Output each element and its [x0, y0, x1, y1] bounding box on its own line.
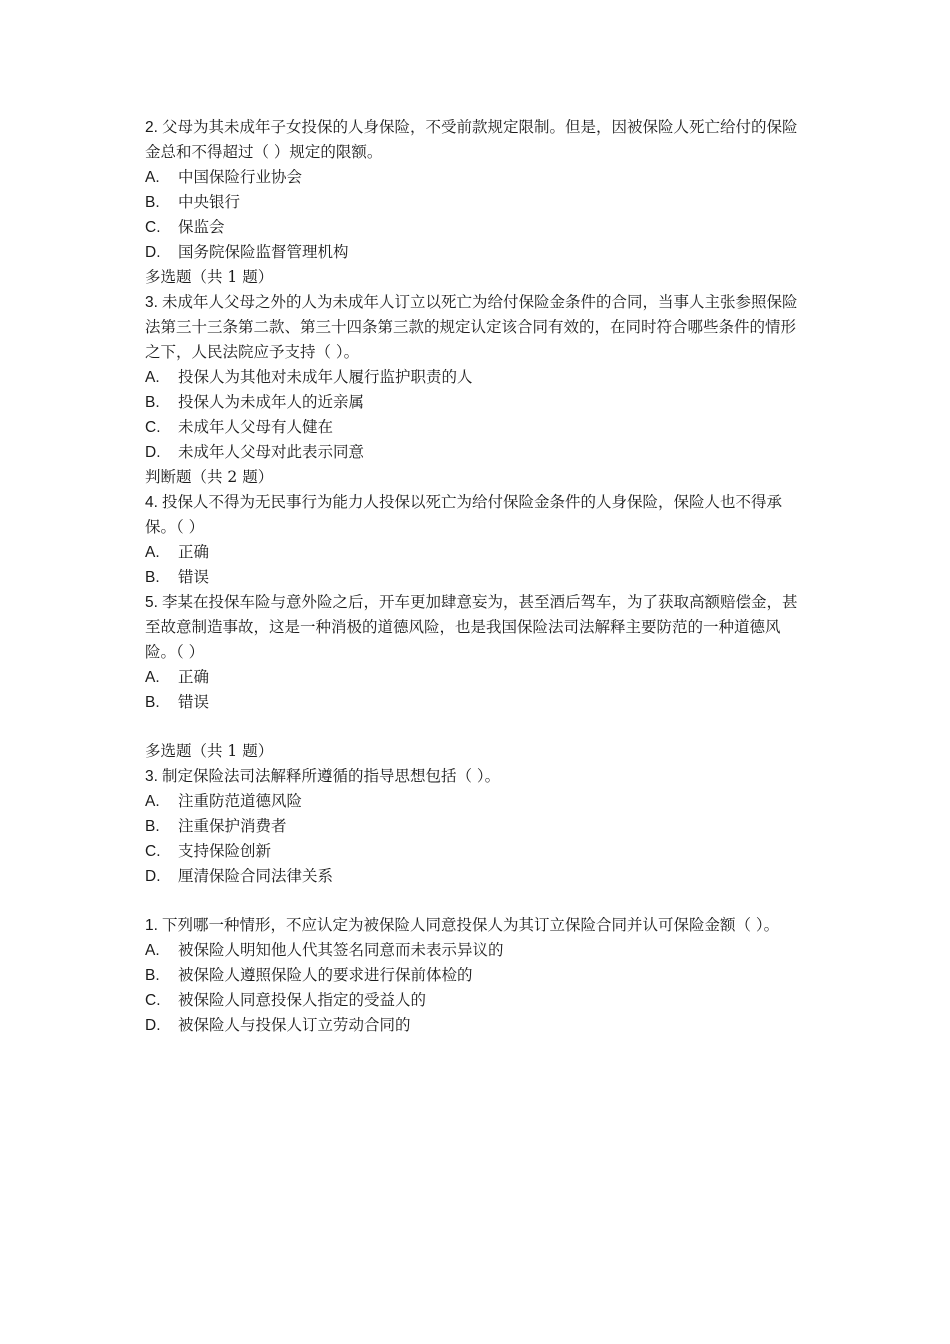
- section-heading: 判断题（共 2 题）: [145, 468, 274, 486]
- option-letter: A.: [145, 369, 160, 386]
- option-letter: B.: [145, 967, 160, 984]
- question-text: 投保人不得为无民事行为能力人投保以死亡为给付保险金条件的人身保险，保险人也不得承保。（ ）: [145, 493, 782, 536]
- option-text: 厘清保险合同法律关系: [178, 867, 334, 885]
- option-text: 支持保险创新: [178, 842, 272, 860]
- option-text: 投保人为未成年人的近亲属: [178, 393, 365, 411]
- option-letter: A.: [145, 942, 160, 959]
- option-text: 保监会: [178, 218, 225, 236]
- question-stem: [145, 115, 810, 165]
- answer-option: [145, 365, 810, 390]
- option-text: 中国保险行业协会: [178, 168, 303, 186]
- question-number: 3.: [145, 294, 158, 311]
- option-letter: B.: [145, 394, 160, 411]
- group-spacer: [145, 715, 810, 739]
- option-letter: D.: [145, 868, 161, 885]
- option-text: 被保险人明知他人代其签名同意而未表示异议的: [178, 941, 504, 959]
- option-letter: D.: [145, 444, 161, 461]
- question-group: [145, 739, 810, 889]
- question-stem: [145, 290, 810, 365]
- question-stem: [145, 913, 810, 938]
- answer-option: [145, 789, 810, 814]
- option-text: 注重保护消费者: [178, 817, 287, 835]
- option-text: 错误: [178, 568, 210, 586]
- question-number: 4.: [145, 494, 158, 511]
- group-spacer: [145, 889, 810, 913]
- question-number: 1.: [145, 917, 158, 934]
- option-text: 中央银行: [178, 193, 241, 211]
- answer-option: [145, 988, 810, 1013]
- option-text: 国务院保险监督管理机构: [178, 243, 349, 261]
- question-text: 李某在投保车险与意外险之后，开车更加肆意妄为，甚至酒后驾车，为了获取高额赔偿金，甚至故意制造事故，这是一种消极的道德风险，也是我国保险法司法解释主要防范的一种道德风险。（ ）: [145, 593, 798, 661]
- answer-option: [145, 864, 810, 889]
- option-letter: A.: [145, 793, 160, 810]
- question-stem: [145, 490, 810, 540]
- answer-option: [145, 665, 810, 690]
- option-letter: C.: [145, 219, 161, 236]
- option-text: 注重防范道德风险: [178, 792, 303, 810]
- answer-option: [145, 240, 810, 265]
- option-letter: A.: [145, 169, 160, 186]
- answer-option: [145, 814, 810, 839]
- option-text: 错误: [178, 693, 210, 711]
- option-letter: C.: [145, 992, 161, 1009]
- option-letter: B.: [145, 818, 160, 835]
- option-text: 被保险人遵照保险人的要求进行保前体检的: [178, 966, 473, 984]
- answer-option: [145, 390, 810, 415]
- answer-option: [145, 963, 810, 988]
- question-text: 下列哪一种情形，不应认定为被保险人同意投保人为其订立保险合同并认可保险金额（ ）。: [161, 916, 780, 934]
- option-letter: C.: [145, 419, 161, 436]
- section-heading: 多选题（共 1 题）: [145, 742, 274, 760]
- question-group: [145, 913, 810, 1038]
- option-letter: B.: [145, 569, 160, 586]
- option-text: 投保人为其他对未成年人履行监护职责的人: [178, 368, 473, 386]
- question-stem: [145, 764, 810, 789]
- answer-option: [145, 690, 810, 715]
- question-text: 未成年人父母之外的人为未成年人订立以死亡为给付保险金条件的合同，当事人主张参照保险法第三十三条第二款、第三十四条第三款的规定认定该合同有效的，在同时符合哪些条件的情形之下，人民法院应予支持（ ）。: [145, 293, 798, 361]
- option-text: 被保险人与投保人订立劳动合同的: [178, 1016, 411, 1034]
- answer-option: [145, 540, 810, 565]
- option-letter: D.: [145, 244, 161, 261]
- answer-option: [145, 415, 810, 440]
- answer-option: [145, 165, 810, 190]
- option-letter: A.: [145, 544, 160, 561]
- option-text: 未成年人父母有人健在: [178, 418, 334, 436]
- option-text: 正确: [178, 543, 210, 561]
- option-letter: B.: [145, 194, 160, 211]
- option-letter: D.: [145, 1017, 161, 1034]
- document-page: [145, 115, 810, 1038]
- answer-option: [145, 938, 810, 963]
- answer-option: [145, 1013, 810, 1038]
- question-number: 5.: [145, 594, 158, 611]
- question-text: 制定保险法司法解释所遵循的指导思想包括（ ）。: [161, 767, 501, 785]
- question-number: 2.: [145, 119, 158, 136]
- question-stem: [145, 590, 810, 665]
- option-text: 正确: [178, 668, 210, 686]
- option-letter: C.: [145, 843, 161, 860]
- option-text: 被保险人同意投保人指定的受益人的: [178, 991, 427, 1009]
- answer-option: [145, 215, 810, 240]
- answer-option: [145, 565, 810, 590]
- option-text: 未成年人父母对此表示同意: [178, 443, 365, 461]
- question-number: 3.: [145, 768, 158, 785]
- question-text: 父母为其未成年子女投保的人身保险，不受前款规定限制。但是，因被保险人死亡给付的保险金总和不得超过（ ）规定的限额。: [145, 118, 798, 161]
- answer-option: [145, 190, 810, 215]
- option-letter: A.: [145, 669, 160, 686]
- answer-option: [145, 440, 810, 465]
- option-letter: B.: [145, 694, 160, 711]
- answer-option: [145, 839, 810, 864]
- question-group: [145, 115, 810, 715]
- section-heading: 多选题（共 1 题）: [145, 268, 274, 286]
